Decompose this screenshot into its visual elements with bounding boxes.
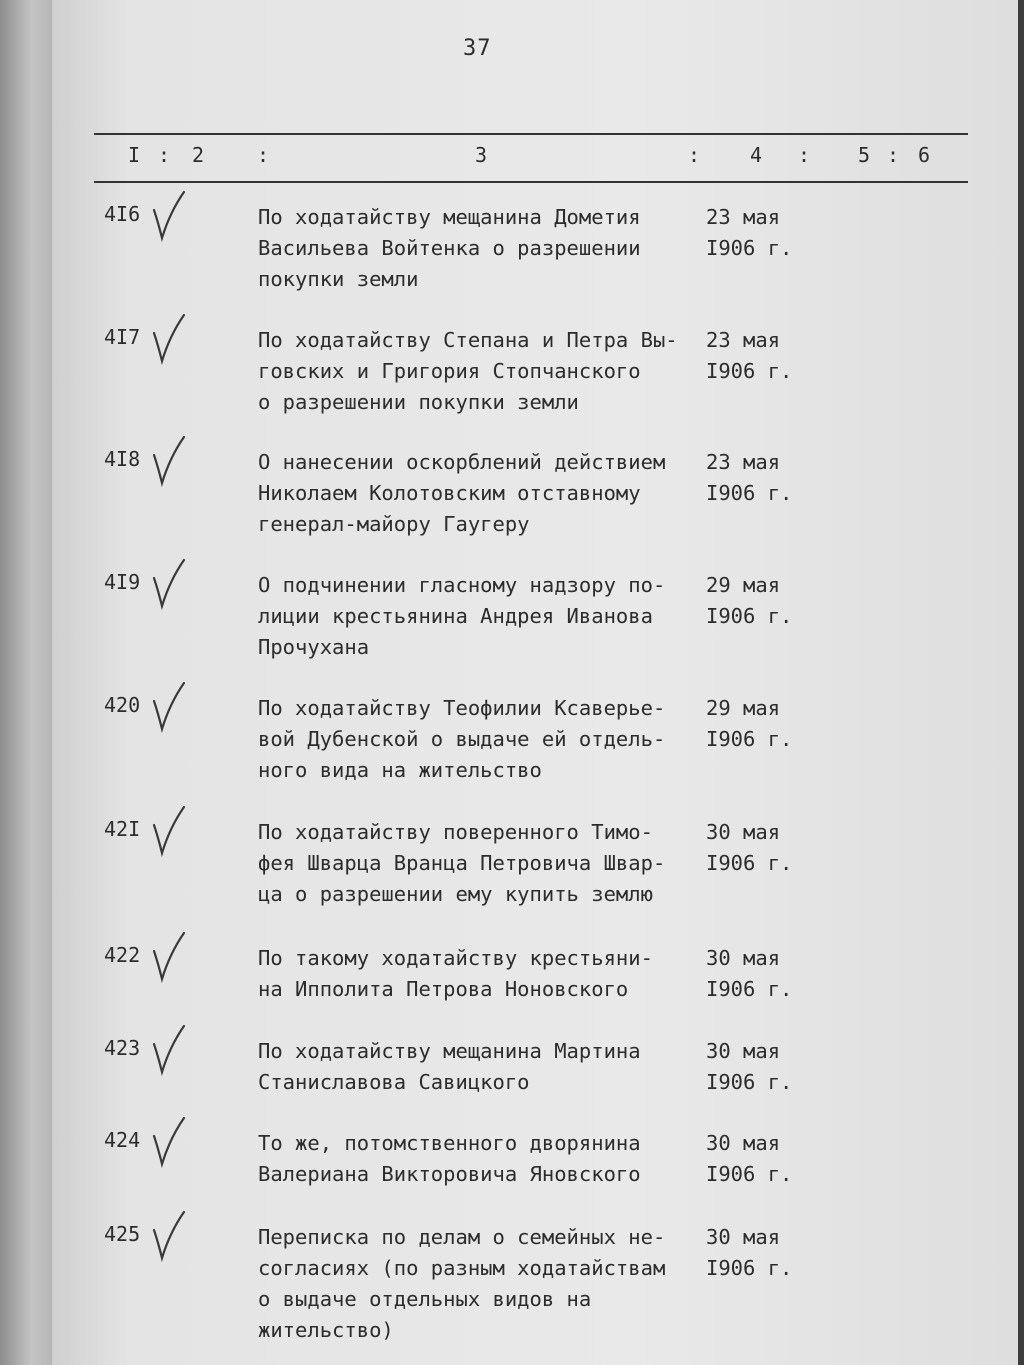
entry-number: 423	[104, 1036, 141, 1060]
entry-date: 30 мая I906 г.	[706, 1039, 793, 1094]
entry-date: 23 мая I906 г.	[706, 450, 793, 505]
checkmark-icon	[148, 433, 192, 493]
entry-title: То же, потомственного дворянина Валериана Викторовича Яновского	[258, 1131, 641, 1186]
entry-date: 30 мая I906 г.	[706, 946, 793, 1001]
checkmark-icon	[148, 679, 192, 739]
entry-date: 23 мая I906 г.	[706, 205, 793, 260]
page-right-edge	[1018, 0, 1024, 1365]
checkmark-icon	[148, 803, 192, 863]
entry-number: 4I6	[104, 202, 141, 226]
column-5-label: 5	[858, 143, 871, 167]
entry-date: 29 мая I906 г.	[706, 696, 793, 751]
entry-date: 30 мая I906 г.	[706, 1131, 793, 1186]
column-separator: :	[887, 143, 900, 167]
entry-title: По ходатайству мещанина Дометия Васильева Войтенка о разрешении покупки земли	[258, 205, 641, 291]
entry-number: 424	[104, 1128, 141, 1152]
entry-date: 30 мая I906 г.	[706, 820, 793, 875]
column-1-label: I	[128, 143, 141, 167]
entry-title: По ходатайству Теофилии Ксаверье- вой Дубенской о выдаче ей отдель- ного вида на жительство	[258, 696, 666, 782]
entry-number: 425	[104, 1222, 141, 1246]
entry-title: Переписка по делам о семейных не- согласиях (по разным ходатайствам о выдаче отдельных видов на жительство)	[258, 1225, 666, 1342]
entry-number: 422	[104, 943, 141, 967]
entry-title: По ходатайству мещанина Мартина Станиславова Савицкого	[258, 1039, 641, 1094]
column-6-label: 6	[918, 143, 931, 167]
column-separator: :	[158, 143, 171, 167]
entry-number: 42I	[104, 817, 141, 841]
column-2-label: 2	[192, 143, 205, 167]
column-3-label: 3	[475, 143, 488, 167]
checkmark-icon	[148, 311, 192, 371]
entry-date: 29 мая I906 г.	[706, 573, 793, 628]
checkmark-icon	[148, 188, 192, 248]
entry-title: О нанесении оскорблений действием Николаем Колотовским отставному генерал-майору Гаугеру	[258, 450, 666, 536]
checkmark-icon	[148, 1022, 192, 1082]
entry-date: 23 мая I906 г.	[706, 328, 793, 383]
entry-number: 420	[104, 693, 141, 717]
entry-date: 30 мая I906 г.	[706, 1225, 793, 1280]
checkmark-icon	[148, 556, 192, 616]
entry-number: 4I7	[104, 325, 141, 349]
checkmark-icon	[148, 1114, 192, 1174]
entry-title: По такому ходатайству крестьяни- на Ипполита Петрова Ноновского	[258, 946, 653, 1001]
header-top-rule	[94, 133, 968, 135]
entry-title: По ходатайству поверенного Тимо- фея Шварца Вранца Петровича Швар- ца о разрешении ему купить землю	[258, 820, 666, 906]
column-header-row	[0, 143, 1024, 173]
entry-title: По ходатайству Степана и Петра Вы- говских и Григория Стопчанского о разрешении покупки земли	[258, 328, 678, 414]
checkmark-icon	[148, 929, 192, 989]
column-separator: :	[257, 143, 270, 167]
column-separator: :	[798, 143, 811, 167]
entry-number: 4I8	[104, 447, 141, 471]
entry-title: О подчинении гласному надзору по- лиции крестьянина Андрея Иванова Прочухана	[258, 573, 666, 659]
header-bottom-rule	[94, 181, 968, 183]
entry-number: 4I9	[104, 570, 141, 594]
checkmark-icon	[148, 1208, 192, 1268]
column-4-label: 4	[750, 143, 763, 167]
page-number: 37	[463, 36, 492, 61]
column-separator: :	[688, 143, 701, 167]
